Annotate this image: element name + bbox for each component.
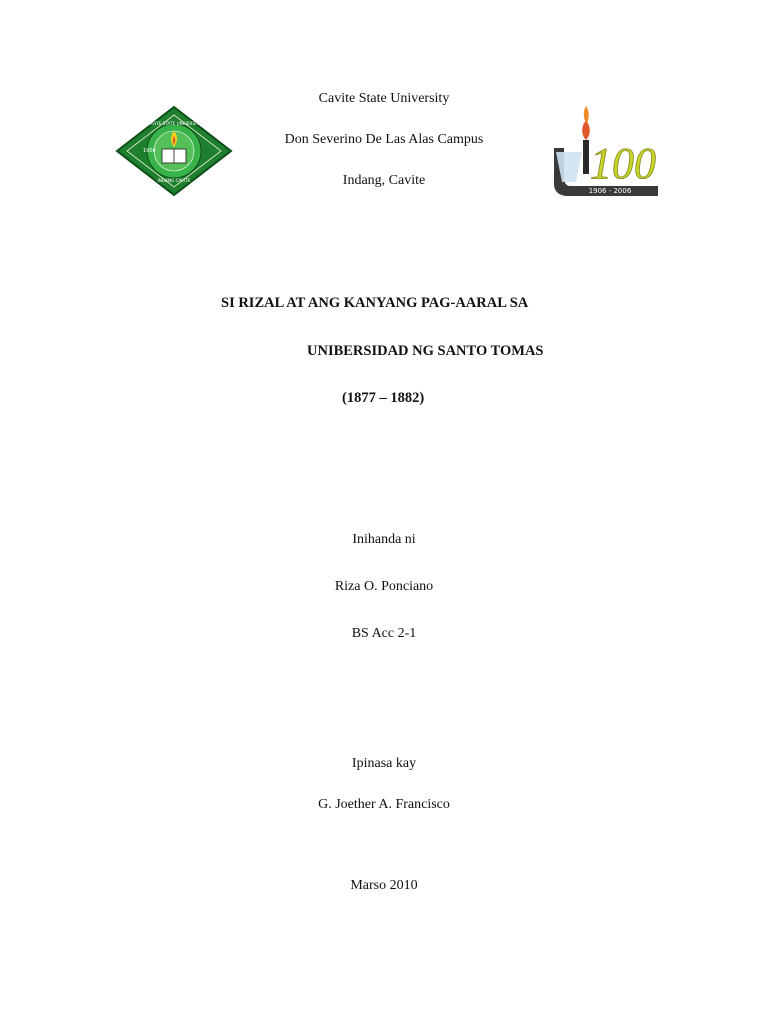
instructor-name: G. Joether A. Francisco (318, 797, 450, 812)
submitted-to-label: Ipinasa kay (351, 756, 417, 771)
title-line-3: (1877 – 1882) (342, 390, 425, 406)
author-name: Riza O. Ponciano (334, 579, 434, 594)
seal-year: 1906 (143, 148, 156, 154)
centennial-years: 1906 - 2006 (588, 187, 632, 195)
title-line-2: UNIBERSIDAD NG SANTO TOMAS (307, 343, 544, 359)
seal-ring-top: CAVITE STATE UNIVERSITY (146, 121, 202, 126)
campus-location: Indang, Cavite (342, 173, 426, 188)
seal-ring-bottom: INDANG CAVITE (157, 178, 191, 183)
university-name: Cavite State University (318, 91, 450, 106)
title-line-1: SI RIZAL AT ANG KANYANG PAG-AARAL SA (221, 295, 529, 311)
author-section: BS Acc 2-1 (351, 626, 417, 641)
document-date: Marso 2010 (350, 878, 418, 893)
prepared-by-label: Inihanda ni (352, 532, 416, 547)
campus-name: Don Severino De Las Alas Campus (284, 132, 484, 147)
centennial-mark: 100 (590, 139, 656, 188)
